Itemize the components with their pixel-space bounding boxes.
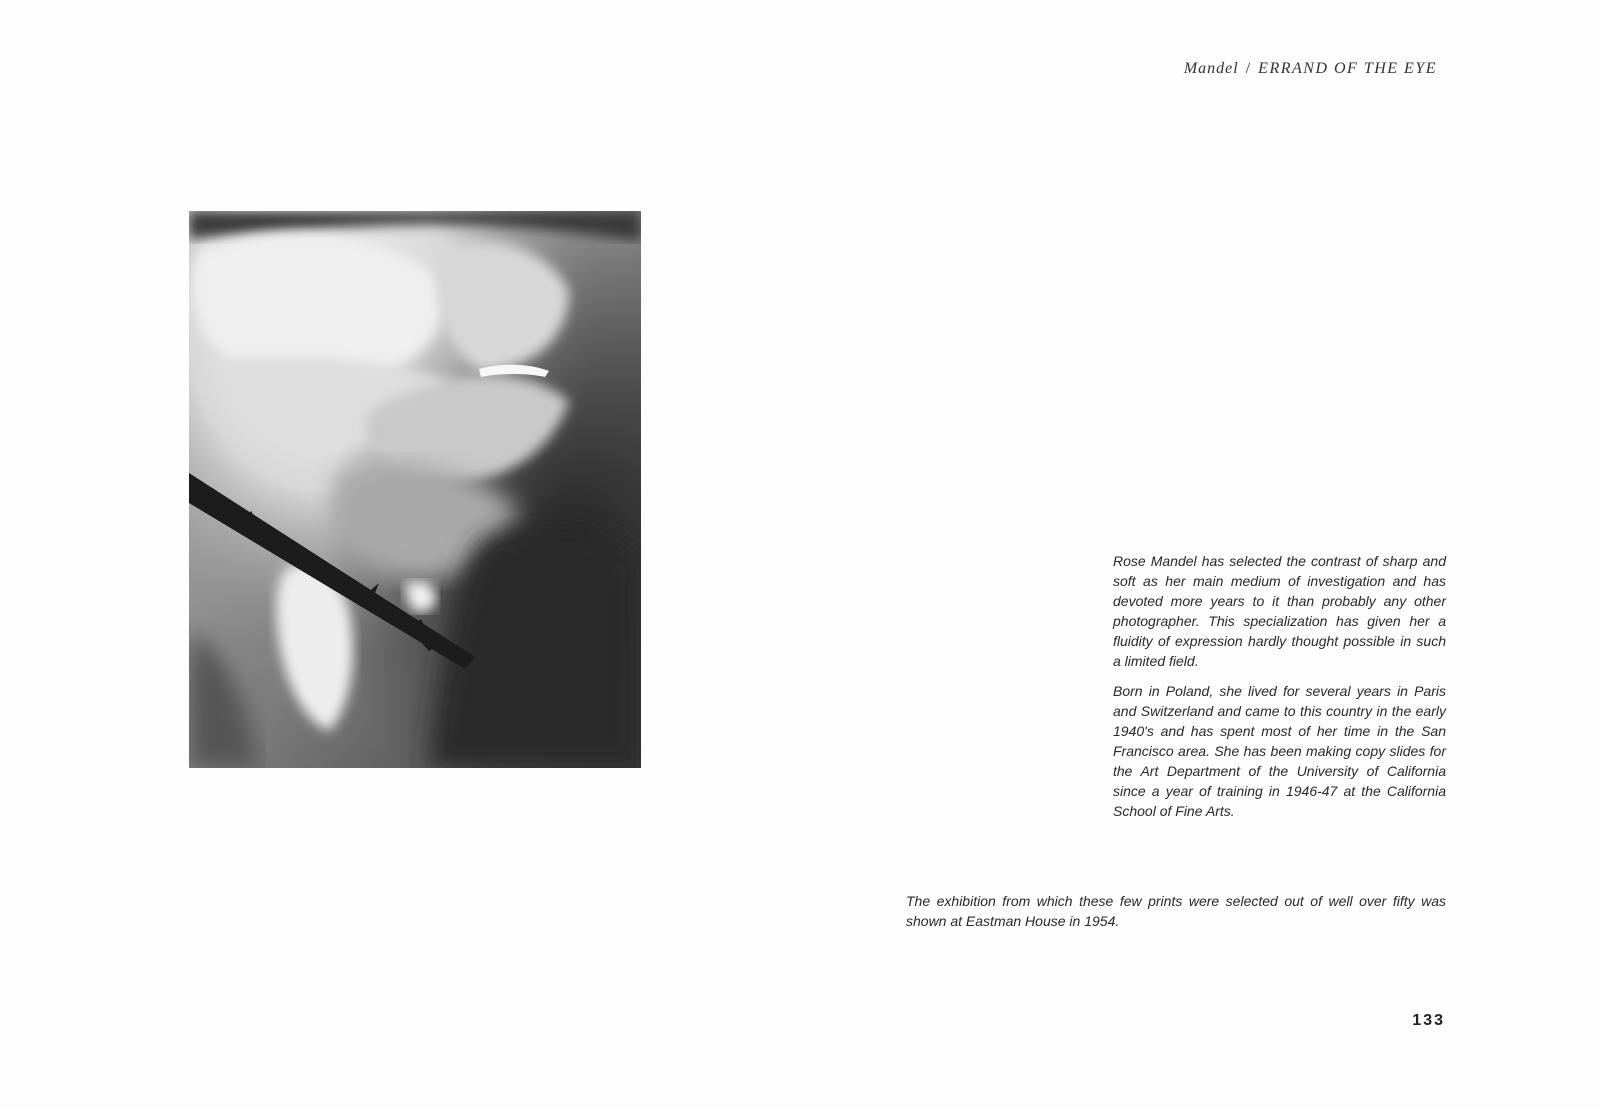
page-number: 133 [1412, 1012, 1445, 1029]
running-head-author: Mandel [1183, 60, 1239, 77]
exhibition-note: The exhibition from which these few prints were selected out of well over fifty was shown at Eastman House in 1954. [906, 893, 1446, 929]
bio-paragraph: Born in Poland, she lived for several years in Paris and Switzerland and came to this country in the early 1940's and has spent most of her time in the San Francisco area. She has been making copy slides for the Art Department of the University of California since a year of training in 1946-47 at the California School of Fine Arts. [1113, 683, 1446, 819]
running-head-title: ERRAND OF THE EYE [1258, 60, 1437, 77]
running-head [1184, 60, 1437, 78]
bio-text [1113, 551, 1446, 831]
running-head-separator: / [1245, 60, 1252, 77]
rose-with-thorny-stem-icon [189, 211, 641, 768]
rose-photograph [189, 211, 641, 768]
bio-paragraph: Rose Mandel has selected the contrast of sharp and soft as her main medium of investigation and has devoted more years to it than probably any other photographer. This specialization has given her a fluidity of expression hardly thought possible in such a limited field. [1113, 553, 1446, 669]
